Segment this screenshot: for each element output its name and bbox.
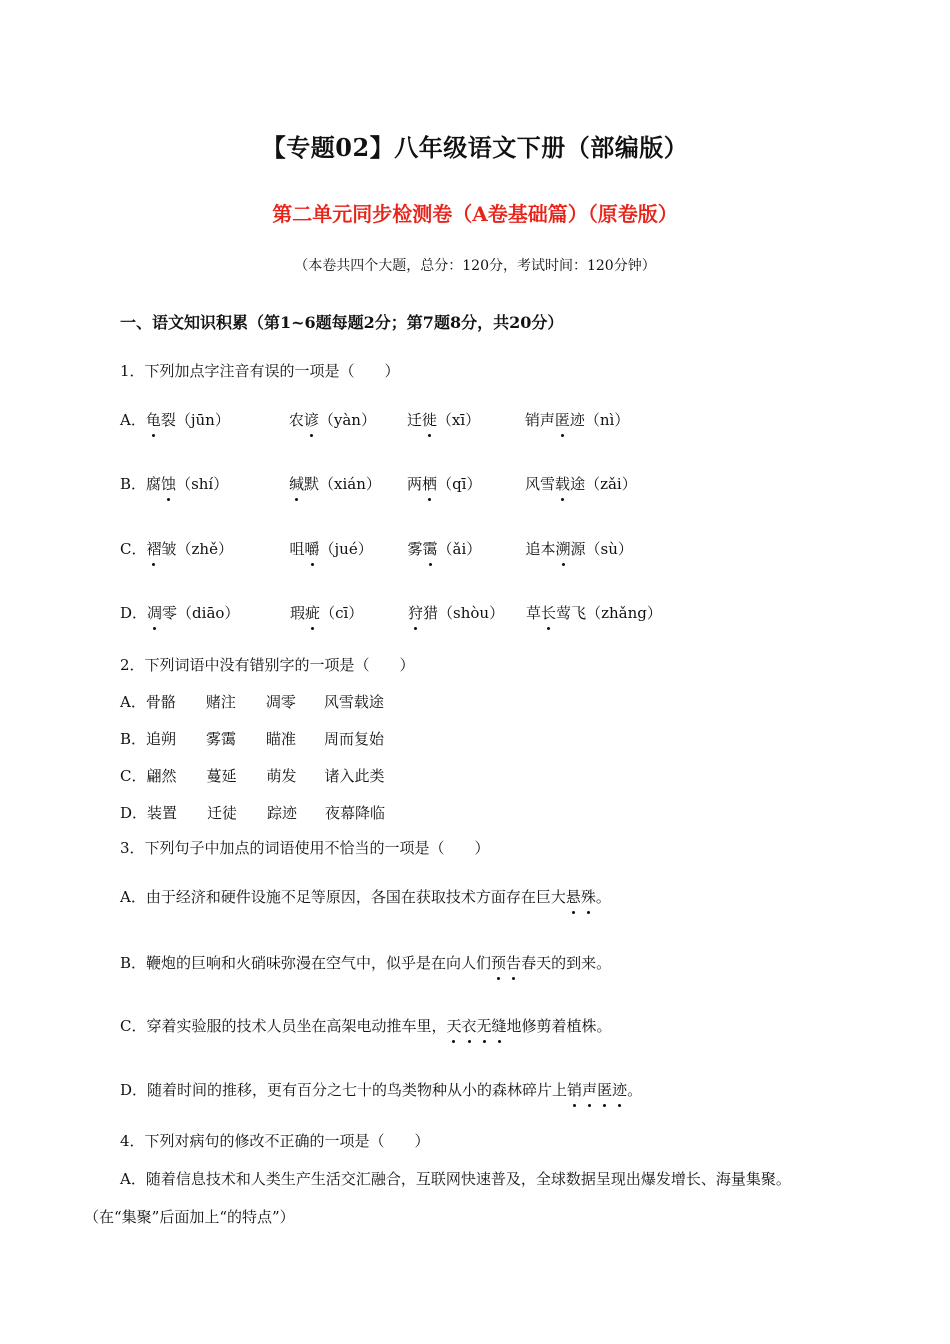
option-item <box>289 538 407 559</box>
option-label: C． <box>120 540 147 558</box>
option-item <box>407 409 525 430</box>
question-2-option-row <box>120 765 385 786</box>
question-3-option <box>120 1015 612 1036</box>
option-item-text: 迁 <box>406 411 422 429</box>
option-word: 周而复始 <box>324 730 385 748</box>
option-item-text: 源（sù） <box>570 540 633 558</box>
option-item-text: 莺飞（zhǎng） <box>556 604 662 622</box>
option-item-text: 雾 <box>407 540 423 558</box>
option-item <box>407 473 525 494</box>
option-text: 。 <box>595 888 611 906</box>
option-item-text: （shí） <box>176 475 229 493</box>
option-text: C．穿着实验服的技术人员坐在高架电动推车里， <box>120 1017 447 1035</box>
option-word: 诸入此类 <box>324 767 385 785</box>
option-word: 风雪载途 <box>323 693 384 711</box>
option-item-text: 默（xián） <box>304 475 381 493</box>
option-item-text: （xī） <box>436 411 481 429</box>
option-item-text: （ǎi） <box>437 540 482 558</box>
dotted-character: 告 <box>506 954 522 972</box>
dotted-phrase <box>491 952 521 973</box>
dotted-character: 栖 <box>422 475 438 493</box>
option-text: 。 <box>627 1081 643 1099</box>
option-label: B． <box>120 730 147 748</box>
exam-note: （本卷共四个大题，总分：120分，考试时间：120分钟） <box>294 258 656 274</box>
option-label: A． <box>120 693 146 711</box>
option-text: 春天的到来。 <box>521 954 612 972</box>
dotted-character: 匿 <box>597 1081 613 1099</box>
option-item <box>525 538 725 559</box>
dotted-character: 预 <box>491 954 507 972</box>
option-item-text: （cī） <box>320 604 364 622</box>
question-1-option-row <box>120 602 726 623</box>
dotted-character: 天 <box>446 1017 462 1035</box>
option-label: C． <box>120 767 147 785</box>
option-text: 地修剪着植株。 <box>506 1017 612 1035</box>
option-word: 凋零 <box>265 693 296 711</box>
option-word: 追朔 <box>146 730 177 748</box>
option-item <box>525 473 725 494</box>
page-subtitle: 第二单元同步检测卷（A卷基础篇）（原卷版） <box>272 202 678 226</box>
option-item <box>525 409 725 430</box>
question-1-option-row <box>120 538 725 559</box>
dotted-character: 狩 <box>408 604 424 622</box>
dotted-character: 声 <box>582 1081 598 1099</box>
option-item <box>146 538 289 559</box>
option-label: A． <box>120 411 146 429</box>
option-word: 萌发 <box>266 767 297 785</box>
option-item-text: 猎（shòu） <box>423 604 505 622</box>
option-item-text: 两 <box>407 475 423 493</box>
option-item-text: 风雪 <box>525 475 556 493</box>
question-1-option-row <box>120 409 725 430</box>
option-item-text: （yàn） <box>318 411 376 429</box>
option-item-text: 咀 <box>289 540 305 558</box>
option-item-text: 裂（jūn） <box>160 411 230 429</box>
question-2-stem: 2．下列词语中没有错别字的一项是（ ） <box>120 656 415 674</box>
option-word: 装置 <box>147 804 178 822</box>
dotted-character: 褶 <box>146 540 162 558</box>
question-2-option-row <box>120 802 385 823</box>
dotted-character: 谚 <box>303 411 319 429</box>
dotted-character: 销 <box>567 1081 583 1099</box>
option-item <box>407 538 525 559</box>
dotted-phrase <box>567 1079 627 1100</box>
option-item-text: 腐 <box>146 475 162 493</box>
option-label: D． <box>120 804 148 822</box>
dotted-character: 殊 <box>580 888 596 906</box>
option-item-text: 销声 <box>524 411 555 429</box>
dotted-character: 霭 <box>422 540 438 558</box>
option-label: D． <box>120 604 148 622</box>
option-text: A．由于经济和硬件设施不足等原因，各国在获取技术方面存在巨大 <box>120 888 566 906</box>
question-4-option-a-note: （在“集聚”后面加上“的特点”） <box>84 1208 295 1226</box>
option-word: 踪迹 <box>267 804 298 822</box>
option-text: D．随着时间的推移，更有百分之七十的鸟类物种从小的森林碎片上 <box>120 1081 568 1099</box>
option-item-text: （jué） <box>319 540 373 558</box>
question-1-option-row <box>120 473 725 494</box>
dotted-character: 缄 <box>289 475 305 493</box>
option-item <box>526 602 726 623</box>
option-item-text: 皱（zhě） <box>161 540 233 558</box>
question-4-option-a: A．随着信息技术和人类生产生活交汇融合，互联网快速普及，全球数据呈现出爆发增长、海量集聚。 <box>120 1170 791 1188</box>
question-2-option-row <box>120 728 384 749</box>
option-item <box>289 409 407 430</box>
dotted-character: 疵 <box>305 604 321 622</box>
option-item-text: 途（zǎi） <box>570 475 637 493</box>
dotted-character: 迹 <box>612 1081 628 1099</box>
option-label: B． <box>120 475 147 493</box>
dotted-phrase <box>446 1015 506 1036</box>
dotted-character: 匿 <box>554 411 570 429</box>
dotted-phrase <box>566 886 596 907</box>
section-heading: 一、语文知识积累（第1~6题每题2分；第7题8分，共20分） <box>120 313 564 332</box>
question-2-option-row <box>120 691 384 712</box>
option-word: 雾霭 <box>206 730 237 748</box>
option-word: 骨骼 <box>145 693 176 711</box>
dotted-character: 徙 <box>421 411 437 429</box>
question-3-option <box>120 952 611 973</box>
dotted-character: 蚀 <box>161 475 177 493</box>
option-text: B．鞭炮的巨响和火硝味弥漫在空气中，似乎是在向人们 <box>120 954 492 972</box>
dotted-character: 载 <box>555 475 571 493</box>
option-item <box>147 602 290 623</box>
question-3-option <box>120 1079 642 1100</box>
question-1-stem: 1．下列加点字注音有误的一项是（ ） <box>120 362 400 380</box>
dotted-character: 缝 <box>491 1017 507 1035</box>
option-item-text: 农 <box>288 411 304 429</box>
question-4-stem: 4．下列对病句的修改不正确的一项是（ ） <box>120 1132 430 1150</box>
option-word: 蔓延 <box>206 767 237 785</box>
dotted-character: 衣 <box>461 1017 477 1035</box>
option-word: 瞄准 <box>266 730 297 748</box>
page-title: 【专题02】八年级语文下册（部编版） <box>261 133 689 162</box>
option-item-text: 瑕 <box>290 604 306 622</box>
dotted-character: 无 <box>476 1017 492 1035</box>
option-item-text: 零（diāo） <box>162 604 240 622</box>
dotted-character: 凋 <box>147 604 163 622</box>
option-item-text: 追本 <box>525 540 556 558</box>
option-item <box>408 602 526 623</box>
option-item-text: 迹（nì） <box>569 411 630 429</box>
option-item <box>146 409 289 430</box>
dotted-character: 溯 <box>555 540 571 558</box>
option-item-text: 草 <box>526 604 542 622</box>
option-word: 翩然 <box>146 767 177 785</box>
dotted-character: 嚼 <box>304 540 320 558</box>
dotted-character: 悬 <box>565 888 581 906</box>
dotted-character: 长 <box>541 604 557 622</box>
option-item <box>289 473 407 494</box>
question-3-stem: 3．下列句子中加点的词语使用不恰当的一项是（ ） <box>120 839 490 857</box>
option-item-text: （qī） <box>437 475 482 493</box>
option-word: 赌注 <box>205 693 236 711</box>
option-word: 迁徒 <box>207 804 238 822</box>
option-item <box>290 602 408 623</box>
option-item <box>146 473 289 494</box>
dotted-character: 龟 <box>145 411 161 429</box>
question-3-option <box>120 886 611 907</box>
option-word: 夜幕降临 <box>325 804 386 822</box>
